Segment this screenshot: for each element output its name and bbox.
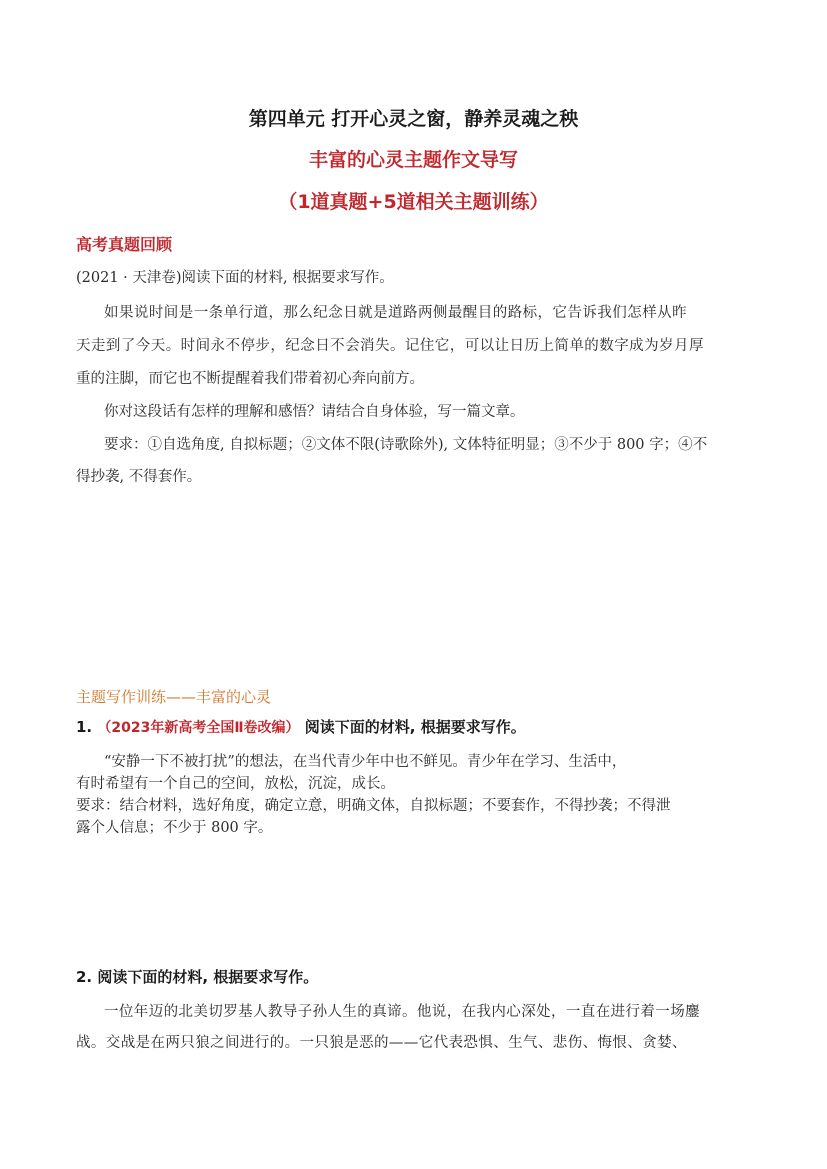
question-1-header xyxy=(76,716,526,737)
material-line: 天走到了今天。时间永不停步，纪念日不会消失。记住它，可以让日历上简单的数字成为岁月厚 xyxy=(76,338,704,354)
requirement-line: 露个人信息；不少于 800 字。 xyxy=(76,820,273,836)
question-number: 1. xyxy=(76,718,93,736)
question-source: （2023年新高考全国Ⅱ卷改编） xyxy=(97,720,300,736)
material-line: “安静一下不被打扰”的想法，在当代青少年中也不鲜见。青少年在学习、生活中， xyxy=(104,754,627,770)
count-note: （1道真题+5道相关主题训练） xyxy=(278,191,549,213)
material-line: 有时希望有一个自己的空间，放松，沉淀，成长。 xyxy=(76,776,395,792)
requirement-line: 要求：①自选角度, 自拟标题；②文体不限(诗歌除外), 文体特征明显；③不少于 800 字；④不 xyxy=(104,437,708,453)
writing-prompt: 你对这段话有怎样的理解和感悟？请结合自身体验，写一篇文章。 xyxy=(104,404,525,420)
requirement-line: 要求：结合材料，选好角度，确定立意，明确文体，自拟标题；不要套作，不得抄袭；不得泄 xyxy=(76,798,671,814)
question-instruction: 阅读下面的材料, 根据要求写作。 xyxy=(97,968,319,986)
page-title: 第四单元 打开心灵之窗，静养灵魂之秧 xyxy=(248,108,579,130)
material-line: 战。交战是在两只狼之间进行的。一只狼是恶的——它代表恐惧、生气、悲伤、悔恨、贪婪、 xyxy=(76,1035,687,1051)
exam-review-heading: 高考真题回顾 xyxy=(76,235,173,254)
material-line: 重的注脚，而它也不断提醒着我们带着初心奔向前方。 xyxy=(76,371,424,387)
question-instruction: 阅读下面的材料, 根据要求写作。 xyxy=(304,718,526,736)
material-line: 一位年迈的北美切罗基人教导子孙人生的真谛。他说，在我内心深处，一直在进行着一场鏖 xyxy=(104,1004,700,1020)
requirement-line: 得抄袭, 不得套作。 xyxy=(76,469,202,485)
question-number: 2. xyxy=(76,968,93,986)
page-subtitle: 丰富的心灵主题作文导写 xyxy=(308,149,518,171)
material-line: 如果说时间是一条单行道，那么纪念日就是道路两侧最醒目的路标，它告诉我们怎样从昨 xyxy=(104,305,688,321)
exam-intro: (2021 · 天津卷)阅读下面的材料, 根据要求写作。 xyxy=(76,270,394,286)
question-2-header xyxy=(76,966,318,987)
training-heading: 主题写作训练——丰富的心灵 xyxy=(76,688,272,706)
